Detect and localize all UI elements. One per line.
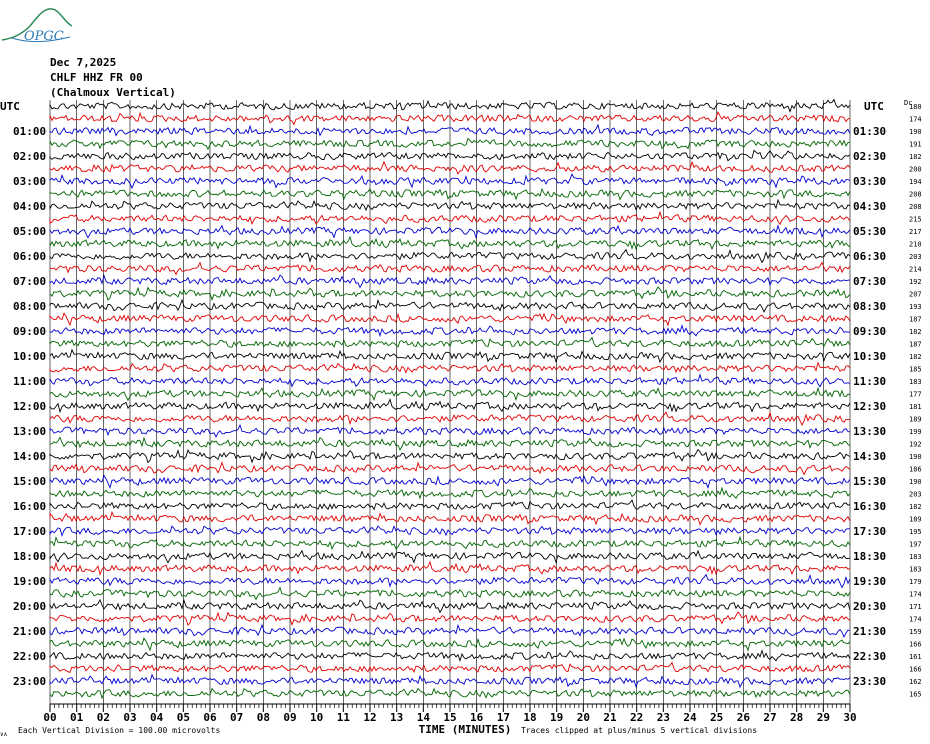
left-hour-label: 07:00 (13, 275, 47, 288)
dc-offset-label: 193 (909, 303, 922, 311)
dc-offset-label: 192 (909, 278, 922, 286)
right-hour-label: 05:30 (853, 225, 887, 238)
dc-offset-label: 190 (909, 453, 922, 461)
dc-offset-label: 166 (909, 665, 922, 674)
header-station: CHLF HHZ FR 00 (50, 71, 143, 84)
right-hour-label: 19:30 (853, 575, 887, 588)
right-hour-label: 15:30 (853, 475, 887, 488)
dc-offset-label: 208 (909, 190, 922, 199)
left-hour-label: 11:00 (13, 375, 47, 388)
dc-offset-label: 171 (909, 603, 922, 611)
x-tick-label: 14 (416, 711, 430, 724)
dc-offset-label: 189 (909, 515, 922, 524)
right-hour-label: 02:30 (853, 150, 887, 163)
x-tick-label: 10 (310, 711, 324, 724)
dc-offset-label: 190 (909, 128, 922, 136)
dc-offset-label: 182 (909, 153, 922, 161)
dc-offset-label: 182 (909, 328, 922, 336)
dc-offset-label: 208 (909, 203, 922, 211)
dc-offset-label: 203 (909, 253, 922, 261)
x-tick-label: 02 (96, 711, 110, 724)
dc-offset-label: 192 (909, 440, 922, 449)
left-hour-label: 13:00 (13, 425, 47, 438)
left-hour-label: 20:00 (13, 600, 47, 613)
x-tick-label: 30 (843, 711, 857, 724)
dc-offset-label: 161 (909, 653, 922, 661)
logo-text: OPGC (24, 29, 64, 44)
left-hour-label: 05:00 (13, 225, 47, 238)
x-tick-label: 05 (176, 711, 190, 724)
dc-offset-label: 195 (909, 528, 922, 536)
left-hour-label: 22:00 (13, 650, 47, 663)
dc-offset-label: 183 (909, 378, 922, 386)
x-tick-label: 20 (576, 711, 590, 724)
right-hour-label: 04:30 (853, 200, 887, 213)
dc-offset-label: 215 (909, 215, 922, 224)
header-location: (Chalmoux Vertical) (50, 86, 176, 99)
left-hour-label: 04:00 (13, 200, 47, 213)
dc-offset-label: 187 (909, 340, 922, 349)
x-tick-label: 28 (790, 711, 804, 724)
left-hour-label: 19:00 (13, 575, 47, 588)
x-tick-label: 23 (656, 711, 670, 724)
right-hour-label: 23:30 (853, 675, 887, 688)
corner-mark: ∨∧ (0, 731, 8, 738)
x-tick-label: 03 (123, 711, 137, 724)
right-hour-label: 14:30 (853, 450, 887, 463)
x-tick-label: 27 (763, 711, 777, 724)
right-hour-label: 03:30 (853, 175, 887, 188)
dc-offset-label: 186 (909, 465, 922, 474)
x-tick-label: 12 (363, 711, 377, 724)
header-date: Dec 7,2025 (50, 56, 117, 69)
x-tick-label: 17 (496, 711, 510, 724)
left-hour-label: 09:00 (13, 325, 47, 338)
right-hour-label: 08:30 (853, 300, 887, 313)
right-hour-label: 06:30 (853, 250, 887, 263)
dc-offset-label: 179 (909, 578, 922, 586)
right-hour-label: 18:30 (853, 550, 887, 563)
x-tick-label: 25 (710, 711, 724, 724)
dc-offset-label: 190 (909, 478, 922, 486)
dc-offset-label: 191 (909, 140, 922, 149)
left-hour-label: 17:00 (13, 525, 47, 538)
dc-offset-label: 217 (909, 228, 922, 236)
dc-offset-label: 210 (909, 240, 922, 249)
dc-offset-label: 180 (909, 103, 922, 111)
x-tick-label: 04 (150, 711, 164, 724)
right-axis-title: UTC (864, 100, 884, 113)
right-hour-label: 13:30 (853, 425, 887, 438)
dc-offset-label: 199 (909, 428, 922, 436)
right-hour-label: 01:30 (853, 125, 887, 138)
footer-clip-note: Traces clipped at plus/minus 5 vertical divisions (521, 726, 758, 735)
left-hour-label: 16:00 (13, 500, 47, 513)
right-hour-label: 09:30 (853, 325, 887, 338)
dc-offset-label: 214 (909, 265, 922, 274)
dc-column-title: Dc (904, 99, 913, 107)
right-hour-label: 22:30 (853, 650, 887, 663)
dc-offset-label: 189 (909, 415, 922, 424)
x-tick-label: 11 (336, 711, 350, 724)
x-tick-label: 16 (470, 711, 484, 724)
x-tick-label: 08 (256, 711, 270, 724)
dc-offset-label: 185 (909, 365, 922, 374)
left-hour-label: 03:00 (13, 175, 47, 188)
dc-offset-label: 197 (909, 540, 922, 549)
left-hour-label: 21:00 (13, 625, 47, 638)
dc-offset-label: 174 (909, 615, 922, 624)
left-hour-label: 15:00 (13, 475, 47, 488)
left-hour-label: 12:00 (13, 400, 47, 413)
x-tick-label: 29 (816, 711, 830, 724)
x-tick-label: 22 (630, 711, 644, 724)
dc-offset-label: 162 (909, 678, 922, 686)
dc-offset-label: 165 (909, 690, 922, 699)
x-tick-label: 15 (443, 711, 457, 724)
left-hour-label: 23:00 (13, 675, 47, 688)
x-tick-label: 21 (603, 711, 617, 724)
left-hour-label: 18:00 (13, 550, 47, 563)
x-tick-label: 24 (683, 711, 697, 724)
x-tick-label: 06 (203, 711, 217, 724)
left-hour-label: 06:00 (13, 250, 47, 263)
dc-offset-label: 174 (909, 590, 922, 599)
right-hour-label: 17:30 (853, 525, 887, 538)
dc-offset-label: 187 (909, 315, 922, 324)
x-tick-label: 13 (390, 711, 404, 724)
left-hour-label: 10:00 (13, 350, 47, 363)
x-tick-label: 19 (550, 711, 564, 724)
right-hour-label: 20:30 (853, 600, 887, 613)
x-tick-label: 09 (283, 711, 297, 724)
left-hour-label: 02:00 (13, 150, 47, 163)
left-hour-label: 08:00 (13, 300, 47, 313)
right-hour-label: 11:30 (853, 375, 887, 388)
dc-offset-label: 181 (909, 403, 922, 411)
footer-scale-note: Each Vertical Division = 100.00 microvolts (18, 726, 221, 735)
dc-offset-label: 194 (909, 178, 922, 186)
x-tick-label: 26 (736, 711, 750, 724)
right-hour-label: 21:30 (853, 625, 887, 638)
dc-offset-label: 183 (909, 565, 922, 574)
dc-offset-label: 159 (909, 628, 922, 636)
dc-offset-label: 182 (909, 353, 922, 361)
x-tick-label: 00 (43, 711, 57, 724)
dc-offset-label: 200 (909, 165, 922, 174)
right-hour-label: 07:30 (853, 275, 887, 288)
x-axis-title: TIME (MINUTES) (418, 723, 512, 736)
right-hour-label: 16:30 (853, 500, 887, 513)
dc-offset-label: 174 (909, 115, 922, 124)
x-tick-label: 07 (230, 711, 244, 724)
left-hour-label: 14:00 (13, 450, 47, 463)
dc-offset-label: 183 (909, 553, 922, 561)
left-hour-label: 01:00 (13, 125, 47, 138)
dc-offset-label: 207 (909, 290, 922, 299)
dc-offset-label: 203 (909, 490, 922, 499)
x-tick-label: 01 (70, 711, 84, 724)
x-tick-label: 18 (523, 711, 537, 724)
dc-offset-label: 166 (909, 640, 922, 649)
right-hour-label: 12:30 (853, 400, 887, 413)
left-axis-title: UTC (0, 100, 20, 113)
dc-offset-label: 177 (909, 390, 922, 399)
dc-offset-label: 182 (909, 503, 922, 511)
right-hour-label: 10:30 (853, 350, 887, 363)
